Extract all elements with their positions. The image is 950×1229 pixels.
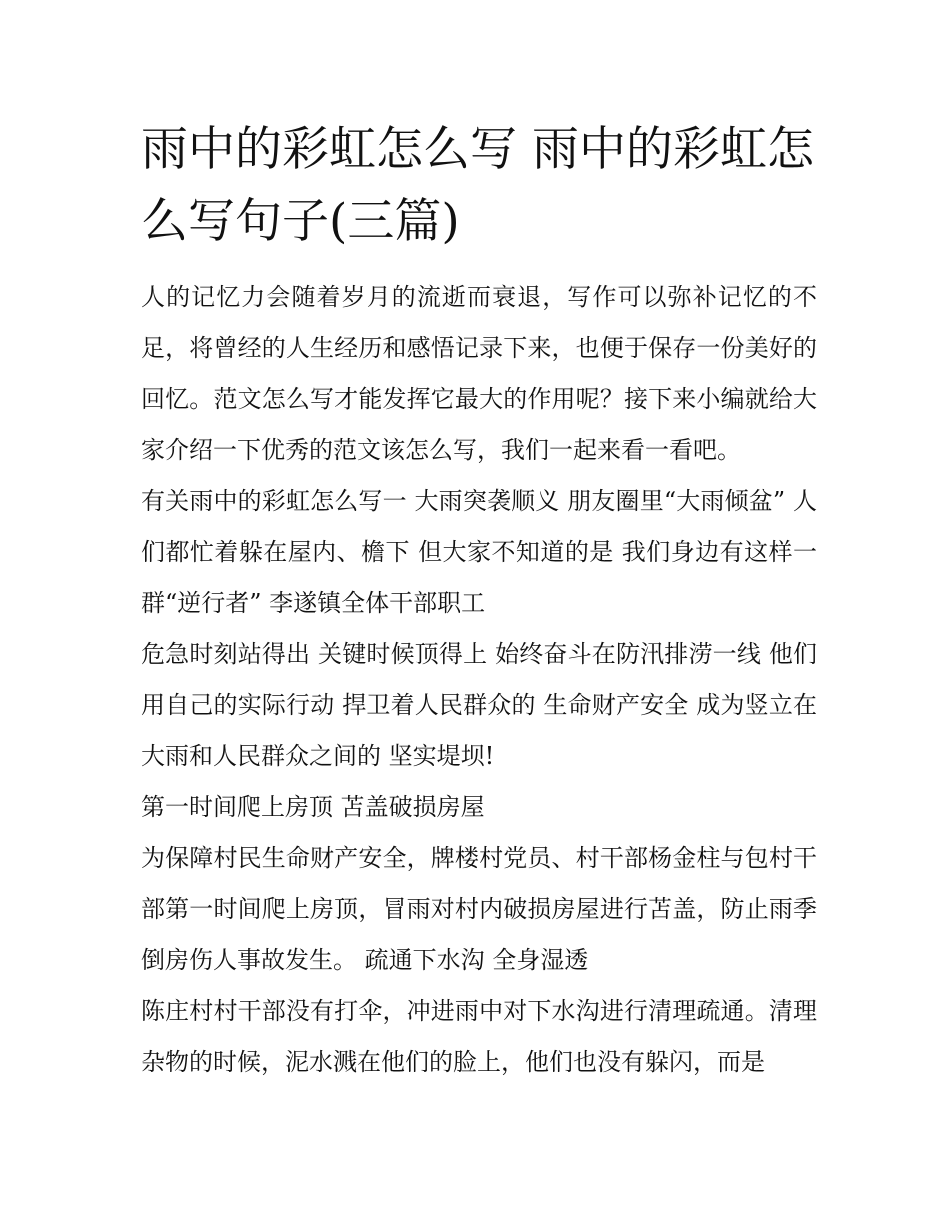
paragraph-crisis: 危急时刻站得出 关键时候顶得上 始终奋斗在防汛排涝一线 他们用自己的实际行动 捍卫着人民群众的 生命财产安全 成为竖立在 大雨和人民群众之间的 坚实堤坝! (141, 640, 817, 770)
document-body (141, 272, 817, 1088)
paragraph-chenzhuang-village: 陈庄村村干部没有打伞，冲进雨中对下水沟进行清理疏通。清理杂物的时候，泥水溅在他们的脸上，他们也没有躲闪，而是 (141, 997, 817, 1076)
paragraph-subheading-roof: 第一时间爬上房顶 苫盖破损房屋 (141, 793, 485, 821)
document-title: 雨中的彩虹怎么写 雨中的彩虹怎么写句子(三篇) (141, 122, 814, 249)
paragraph-intro: 人的记忆力会随着岁月的流逝而衰退，写作可以弥补记忆的不足，将曾经的人生经历和感悟记录下来，也便于保存一份美好的回忆。范文怎么写才能发挥它最大的作用呢？接下来小编就给大家介绍一下优秀的范文该怎么写，我们一起来看一看吧。 (141, 283, 817, 464)
paragraph-pailou-village: 为保障村民生命财产安全，牌楼村党员、村干部杨金柱与包村干部第一时间爬上房顶，冒雨对村内破损房屋进行苫盖，防止雨季倒房伤人事故发生。 疏通下水沟 全身湿透 (141, 844, 817, 974)
document-content (141, 114, 817, 1088)
paragraph-part-one: 有关雨中的彩虹怎么写一 大雨突袭顺义 朋友圈里“大雨倾盆” 人们都忙着躲在屋内、檐下 但大家不知道的是 我们身边有这样一群“逆行者” 李遂镇全体干部职工 (141, 487, 817, 617)
